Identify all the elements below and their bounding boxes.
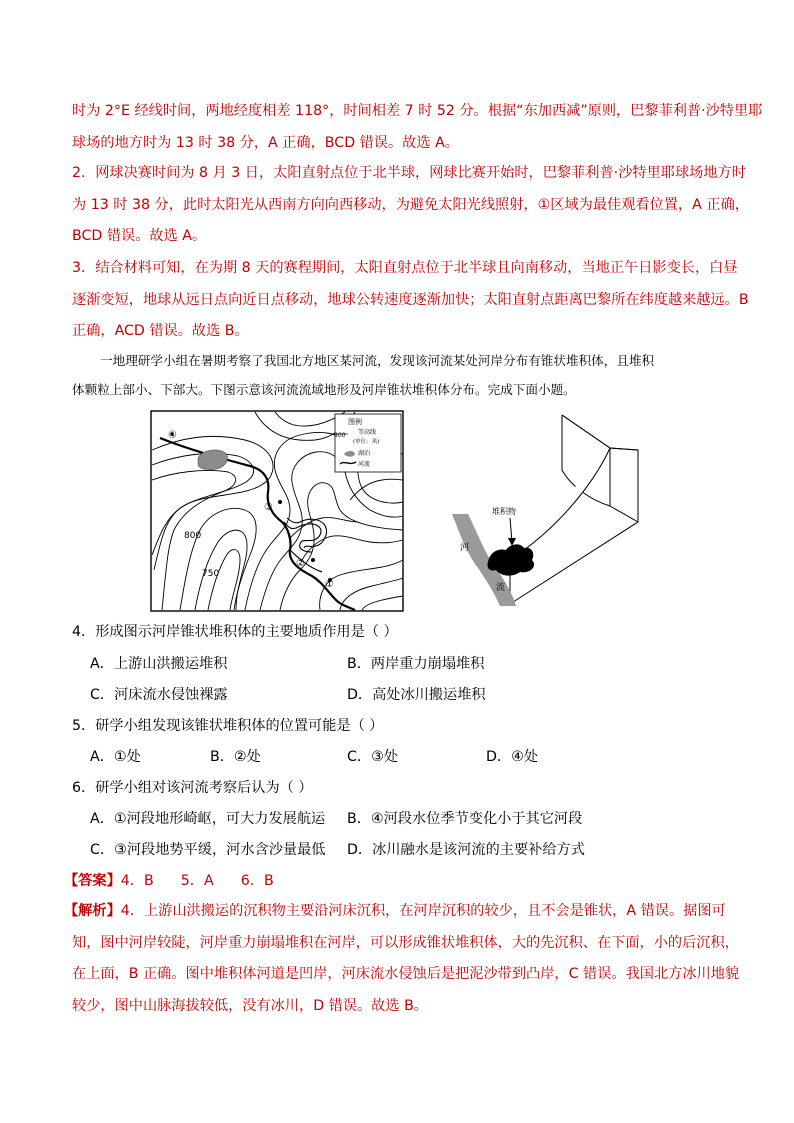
explanation-3-line-1: 3．结合材料可知，在为期 8 天的赛程期间，太阳直射点位于北半球且向南移动，当地正午日影变长，白昼: [72, 260, 738, 276]
legend-contour-label: 等高线: [358, 429, 377, 436]
question-4-option-c[interactable]: C．河床流水侵蚀裸露: [90, 687, 228, 703]
analysis-line-3: 在上面，B 正确。图中堆积体河道是凹岸，河床流水侵蚀后是把泥沙带到凸岸，C 错误。我国北方冰川地貌: [72, 966, 740, 982]
question-6-option-a[interactable]: A．①河段地形崎岖，可大力发展航运: [90, 811, 326, 827]
answer-text: 4．B 5．A 6．B: [120, 873, 274, 889]
explanation-2-line-2: 为 13 时 38 分，此时太阳光从西南方向向西移动，为避免太阳光线照射，①区域为最佳观看位置，A 正确，: [72, 196, 749, 213]
intro-line-2: 体颗粒上部小、下部大。下图示意该河流流域地形及河岸锥状堆积体分布。完成下面小题。: [72, 382, 576, 397]
question-4-option-a[interactable]: A．上游山洪搬运堆积: [90, 656, 228, 672]
marker-1: ①: [325, 579, 334, 590]
question-6-option-b[interactable]: B．④河段水位季节变化小于其它河段: [347, 811, 583, 827]
deposit-label: 堆积物: [492, 507, 516, 516]
explanation-2: [72, 158, 749, 253]
river-label-char-2: 流: [496, 583, 506, 593]
question-6-stem: 6．研学小组对该河流考察后认为（ ）: [72, 780, 313, 796]
analysis-line-4: 较少，图中山脉海拔较低，没有冰川，D 错误。故选 B。: [72, 997, 428, 1014]
analysis-line-1-text: 4．上游山洪搬运的沉积物主要沿河床沉积，在河岸沉积的较少，且不会是锥状，A 错误。据图可: [120, 903, 726, 919]
explanation-3: [72, 253, 749, 348]
legend-contour-value: 800: [334, 432, 346, 439]
analysis-line-2: 知，图中河岸较陡，河岸重力崩塌堆积在河岸，可以形成锥状堆积体，大的先沉积、在下面，小的后沉积，: [72, 934, 739, 951]
marker-2: ②: [296, 558, 305, 569]
question-4-stem: 4．形成图示河岸锥状堆积体的主要地质作用是（ ）: [72, 624, 398, 640]
legend-unit-label: (单位：米): [353, 439, 380, 445]
explanation-3-line-3: 正确，ACD 错误。故选 B。: [72, 323, 249, 339]
legend-title: 图例: [348, 418, 362, 426]
legend-river-label: 河流: [358, 461, 371, 468]
explanation-2-line-3: BCD 错误。故选 A。: [72, 228, 207, 244]
analysis-line-1: [64, 896, 744, 928]
prev-explanation-line-1: 时为 2°E 经线时间，两地经度相差 118°，时间相差 7 时 52 分。根据“东加西减”原则，巴黎菲利普·沙特里耶: [72, 103, 763, 119]
deposit-block-figure: [450, 410, 650, 606]
question-5-stem: 5．研学小组发现该锥状堆积体的位置可能是（ ）: [72, 718, 384, 734]
elevation-label-750: 750: [202, 569, 220, 579]
question-4-option-d[interactable]: D．高处冰川搬运堆积: [347, 687, 486, 703]
question-5-option-b[interactable]: B．②处: [210, 749, 261, 765]
answer-line: [64, 871, 274, 891]
question-4-option-b[interactable]: B．两岸重力崩塌堆积: [347, 656, 485, 672]
analysis: [64, 896, 744, 1022]
question-5-option-a[interactable]: A．①处: [90, 749, 141, 765]
prev-explanation-line-2: 球场的地方时为 13 时 38 分，A 正确，BCD 错误。故选 A。: [72, 134, 459, 151]
marker-3: ③: [264, 502, 273, 513]
answer-label: 【答案】: [64, 873, 121, 889]
legend-lake-label: 湖泊: [358, 450, 371, 457]
question-6-option-c[interactable]: C．③河段地势平缓，河水含沙量最低: [90, 842, 326, 858]
elevation-label-800: 800: [184, 531, 202, 541]
explanation-3-line-2: 逐渐变短，地球从远日点向近日点移动，地球公转速度逐渐加快；太阳直射点距离巴黎所在纬度越来越远。B: [72, 291, 749, 308]
question-6-option-d[interactable]: D．冰川融水是该河流的主要补给方式: [347, 842, 585, 858]
question-5-option-d[interactable]: D．④处: [486, 749, 539, 765]
river-label-char-1: 河: [460, 543, 470, 553]
explanation-2-line-1: 2．网球决赛时间为 8 月 3 日，太阳直射点位于北半球，网球比赛开始时，巴黎菲利普·沙特里耶球场地方时: [72, 165, 746, 181]
intro-line-1: 一地理研学小组在暑期考察了我国北方地区某河流，发现该河流某处河岸分布有锥状堆积体，且堆积: [100, 353, 655, 368]
question-5-option-c[interactable]: C．③处: [347, 749, 399, 765]
prev-explanation: [72, 96, 763, 159]
marker-4: ④: [168, 430, 177, 441]
contour-map-figure: [150, 410, 404, 614]
question-intro: [72, 346, 740, 404]
analysis-label: 【解析】: [64, 903, 121, 919]
